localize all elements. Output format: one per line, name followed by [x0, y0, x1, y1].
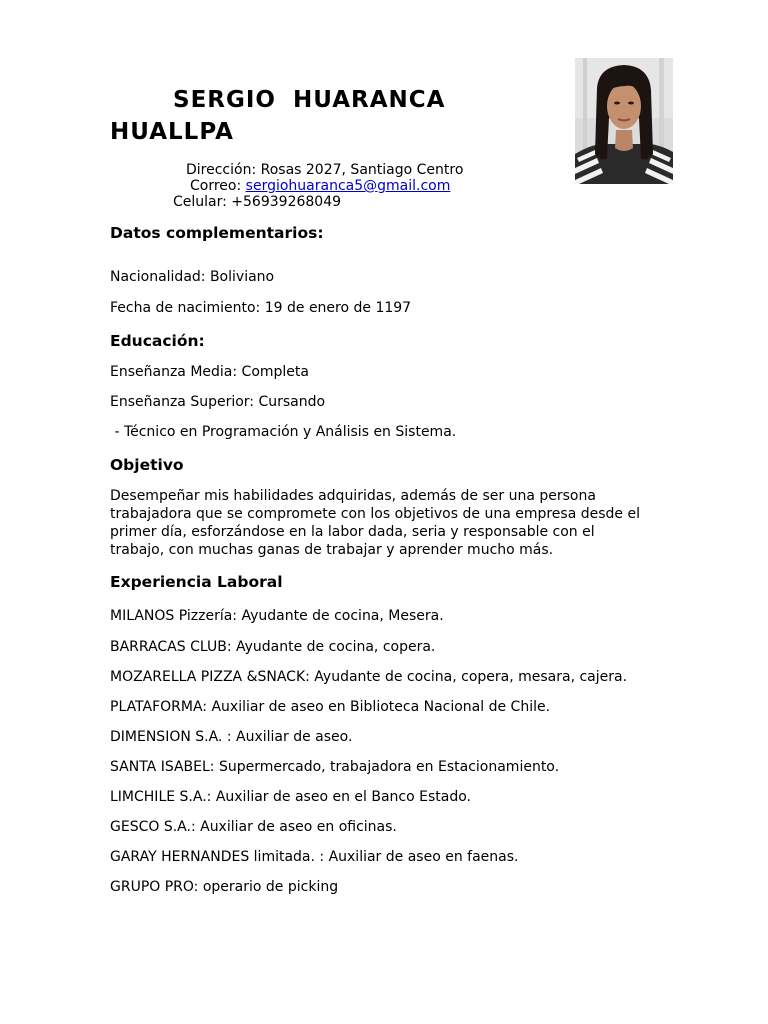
section-heading-education: Educación:: [110, 332, 205, 350]
address-line: Dirección: Rosas 2027, Santiago Centro: [186, 162, 464, 178]
experience-item: MILANOS Pizzería: Ayudante de cocina, Mesera.: [110, 608, 444, 624]
birthdate-line: Fecha de nacimiento: 19 de enero de 1197: [110, 300, 412, 316]
experience-item: GESCO S.A.: Auxiliar de aseo en oficinas.: [110, 819, 397, 835]
experience-item: DIMENSION S.A. : Auxiliar de aseo.: [110, 729, 353, 745]
nationality-line: Nacionalidad: Boliviano: [110, 269, 275, 285]
experience-item: GRUPO PRO: operario de picking: [110, 879, 339, 895]
section-heading-datos: Datos complementarios:: [110, 224, 324, 242]
email-link[interactable]: sergiohuaranca5@gmail.com: [245, 178, 451, 194]
name-line-2: HUALLPA: [110, 119, 234, 145]
objective-line: trabajo, con muchas ganas de trabajar y aprender mucho más.: [110, 542, 554, 558]
phone-line: Celular: +56939268049: [173, 194, 342, 210]
objective-line: primer día, esforzándose en la labor dada, seria y responsable con el: [110, 524, 595, 540]
section-heading-objective: Objetivo: [110, 456, 184, 474]
email-line: [190, 178, 450, 194]
objective-paragraph: [110, 487, 655, 559]
name-line-1: SERGIO HUARANCA: [173, 87, 446, 113]
education-item: Enseñanza Media: Completa: [110, 364, 309, 380]
education-item: - Técnico en Programación y Análisis en Sistema.: [110, 424, 457, 440]
education-item: Enseñanza Superior: Cursando: [110, 394, 326, 410]
experience-item: PLATAFORMA: Auxiliar de aseo en Biblioteca Nacional de Chile.: [110, 699, 551, 715]
experience-item: GARAY HERNANDES limitada. : Auxiliar de aseo en faenas.: [110, 849, 519, 865]
section-heading-experience: Experiencia Laboral: [110, 573, 283, 591]
candidate-name: [110, 84, 470, 148]
profile-photo-image: [575, 58, 673, 184]
profile-photo: [575, 58, 673, 184]
objective-line: Desempeñar mis habilidades adquiridas, además de ser una persona: [110, 488, 596, 504]
experience-item: MOZARELLA PIZZA &SNACK: Ayudante de cocina, copera, mesara, cajera.: [110, 669, 628, 685]
experience-item: SANTA ISABEL: Supermercado, trabajadora en Estacionamiento.: [110, 759, 560, 775]
experience-item: BARRACAS CLUB: Ayudante de cocina, copera.: [110, 639, 436, 655]
experience-item: LIMCHILE S.A.: Auxiliar de aseo en el Banco Estado.: [110, 789, 471, 805]
objective-line: trabajadora que se compromete con los objetivos de una empresa desde el: [110, 506, 640, 522]
email-label: Correo:: [190, 178, 246, 194]
